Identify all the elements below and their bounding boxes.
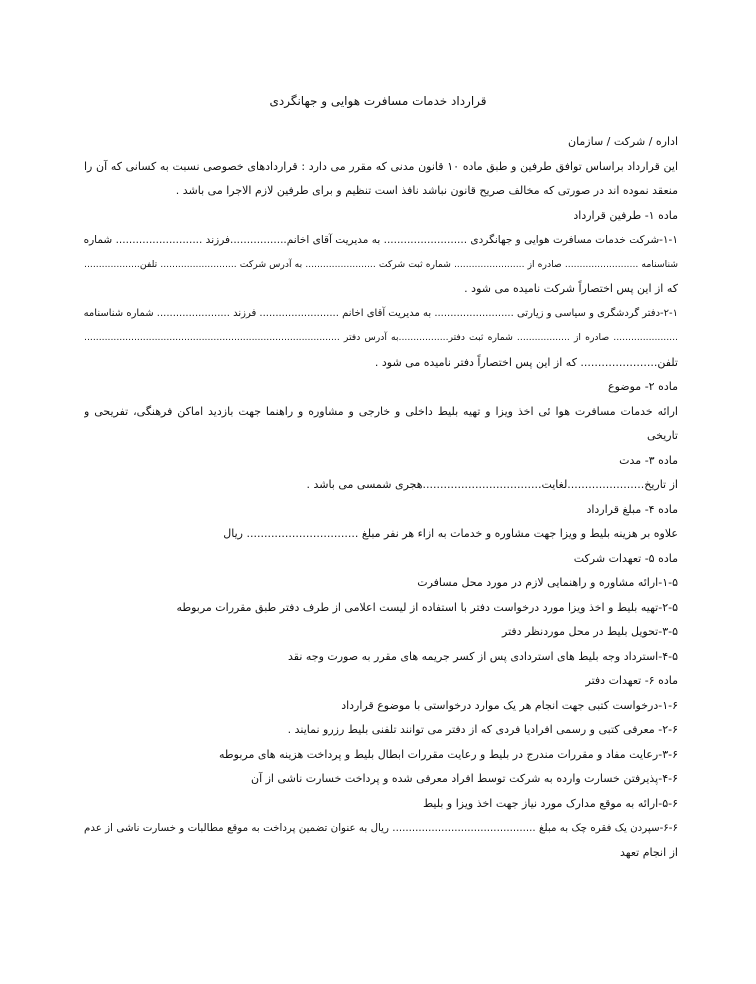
article-5-heading: ماده ۵- تعهدات شرکت xyxy=(573,551,678,565)
body-line-9: ...................... صادره از .................. شماره ثبت دفتر.................به آدرس دفتر ....................................................................................... xyxy=(84,332,678,343)
body-line-19: ۱-۵-ارائه مشاوره و راهنمایی لازم در مورد محل مسافرت xyxy=(417,576,678,589)
article-6-heading: ماده ۶- تعهدات دفتر xyxy=(585,674,678,687)
body-line-21: ۳-۵-تحویل بلیط در محل موردنظر دفتر xyxy=(502,625,678,638)
body-line-27: ۴-۶-پذیرفتن خسارت وارده به شرکت توسط افراد معرفی شده و پرداخت خسارت ناشی از آن xyxy=(250,772,678,785)
body-line-15: از تاریخ......................لغایت..................................هجری شمسی می باشد . xyxy=(306,478,678,491)
body-line-6: شناسنامه ......................... صادره از ........................ شماره ثبت شرکت ........................ به آدرس شرکت .......................... تلفن................... xyxy=(84,258,678,270)
body-line-17: علاوه بر هزینه بلیط و ویزا جهت مشاوره و خدمات به ازاء هر نفر مبلغ ................................ ریال xyxy=(223,527,678,540)
body-line-7: که از این پس اختصاراً شرکت نامیده می شود . xyxy=(464,282,678,295)
body-line-28: ۵-۶-ارائه به موقع مدارک مورد نیاز جهت اخذ ویزا و بلیط xyxy=(422,796,678,810)
body-line-20: ۲-۵-تهیه بلیط و اخذ ویزا مورد درخواست دفتر با استفاده از لیست اعلامی از طرف دفتر طبق مقررات مربوطه xyxy=(176,600,678,614)
body-line-22: ۴-۵-استرداد وجه بلیط های استردادی پس از کسر جریمه های مقرر به صورت وجه نقد xyxy=(287,649,678,663)
body-line-3: منعقد نموده اند در صورتی که مخالف صریح قانون نباشد نافذ است تنظیم و برای طرفین لازم الاجرا می باشد . xyxy=(175,184,678,197)
body-line-2: این قرارداد براساس توافق طرفین و طبق ماده ۱۰ قانون مدنی که مقرر می دارد : قراردادهای خصوصی نسبت به کسانی که آن را xyxy=(84,159,678,173)
body-line-5: ۱-۱-شرکت خدمات مسافرت هوایی و جهانگردی ......................... به مدیریت آقای اخانم.................فرزند .......................... شماره xyxy=(84,234,678,246)
body-line-10: تلفن...................... که از این پس اختصاراً دفتر نامیده می شود . xyxy=(374,355,678,369)
document-title: قرارداد خدمات مسافرت هوایی و جهانگردی xyxy=(269,94,487,108)
document-body xyxy=(84,130,678,865)
body-line-24: ۱-۶-درخواست کتبی جهت انجام هر یک موارد درخواستی با موضوع قرارداد xyxy=(341,698,678,712)
body-line-25: ۲-۶- معرفی کتبی و رسمی افرادیا فردی که از دفتر می توانند تلفنی بلیط رزرو نمایند . xyxy=(287,723,678,736)
body-line-1: اداره / شرکت / سازمان xyxy=(567,135,678,148)
article-4-heading: ماده ۴- مبلغ قرارداد xyxy=(586,502,678,516)
body-line-29: ۶-۶-سپردن یک فقره چک به مبلغ ............................................ ریال به عنوان تضمین پرداخت به موقع مطالبات و خسارت ناشی از عدم xyxy=(84,822,678,834)
body-line-8: ۲-۱-دفتر گردشگری و سیاسی و زیارتی ......................... به مدیریت آقای اخانم ......................... فرزند ....................... شماره شناسنامه xyxy=(84,307,678,319)
body-line-13: تاریخی xyxy=(646,429,678,442)
article-1-heading: ماده ۱- طرفین قرارداد xyxy=(573,208,678,222)
body-line-30: از انجام تعهد xyxy=(620,845,678,859)
article-2-heading: ماده ۲- موضوع xyxy=(608,380,678,393)
article-3-heading: ماده ۳- مدت xyxy=(619,453,678,467)
body-line-12: ارائه خدمات مسافرت هوا ئی اخذ ویزا و تهیه بلیط داخلی و خارجی و مشاوره و راهنما جهت بازدید اماکن فرهنگی، تفریحی و xyxy=(84,404,678,418)
body-line-26: ۳-۶-رعایت مفاد و مقررات مندرج در بلیط و رعایت مقررات ابطال بلیط و پرداخت هزینه های مربوطه xyxy=(218,747,678,761)
